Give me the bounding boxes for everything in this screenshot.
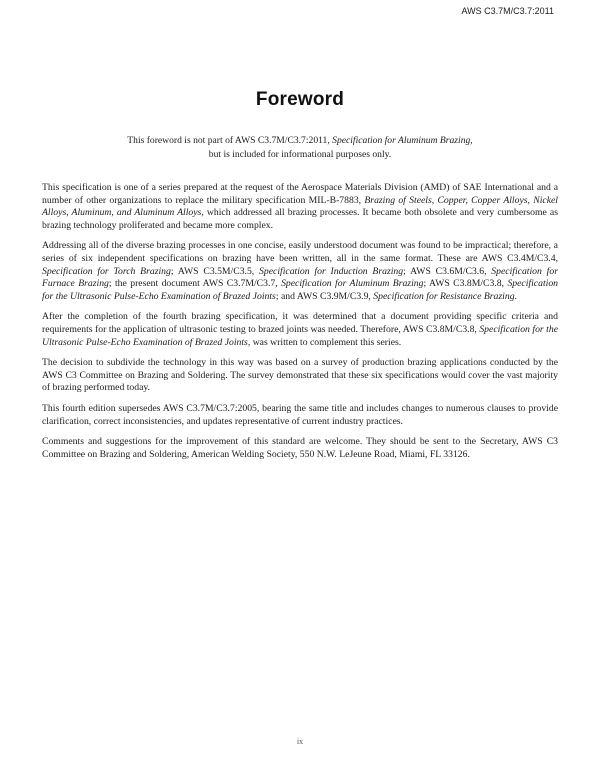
paragraph-4: The decision to subdivide the technology in this way was based on a survey of production brazing applications conducted by the AWS C3 Committee on Brazing and Soldering. The survey demonstrated that these six specifications would cover the vast majority of brazing performed today. [42, 357, 558, 394]
paragraph-6: Comments and suggestions for the improvement of this standard are welcome. They should be sent to the Secretary, AWS C3 Committee on Brazing and Soldering, American Welding Society, 550 N.W. LeJeune Road, Miami, FL 33126. [42, 436, 558, 460]
paragraph-5: This fourth edition supersedes AWS C3.7M/C3.7:2005, bearing the same title and includes changes to numerous clauses to provide clarification, correct inconsistencies, and updates representative of current industry practices. [42, 402, 558, 427]
paragraph-3: After the completion of the fourth brazing specification, it was determined that a document providing specific criteria and requirements for the application of ultrasonic testing to brazed joints was needed. Therefore, AWS C3.8M/C3.8, Specification for the Ultrasonic Pulse-Echo Examination of Brazed Joints, was written to complement this series. [42, 311, 558, 348]
paragraph-2: Addressing all of the diverse brazing processes in one concise, easily understood document was found to be impractical; therefore, a series of six independent specifications on brazing have been written, all in the same format. These are AWS C3.4M/C3.4, Specification for Torch Brazing; AWS C3.5M/C3.5, Specification for Induction Brazing; AWS C3.6M/C3.6, Specification for Furnace Brazing; the present document AWS C3.7M/C3.7, Specification for Aluminum Brazing; AWS C3.8M/C3.8, Specification for the Ultrasonic Pulse-Echo Examination of Brazed Joints; and AWS C3.9M/C3.9, Specification for Resistance Brazing. [42, 240, 559, 302]
intro-note-line-1: This foreword is not part of AWS C3.7M/C3.7:2011, Specification for Aluminum Brazing, [127, 135, 473, 146]
page-title: Foreword [255, 89, 345, 110]
page-number: ix [296, 737, 304, 746]
intro-note-line-2: but is included for informational purposes only. [208, 148, 392, 160]
paragraph-1: This specification is one of a series prepared at the request of the Aerospace Materials Division (AMD) of SAE International and a number of other organizations to replace the military specification MIL-B-7883, Brazing of Steels, Copper, Copper Alloys, Nickel Alloys, Aluminum, and Aluminum Alloys, which addressed all brazing processes. It became both obsolete and very cumbersome as brazing technology proliferated and became more complex. [42, 182, 558, 231]
document-number-header: AWS C3.7M/C3.7:2011 [461, 6, 554, 16]
intro-note [42, 134, 558, 161]
body-text [42, 182, 558, 461]
